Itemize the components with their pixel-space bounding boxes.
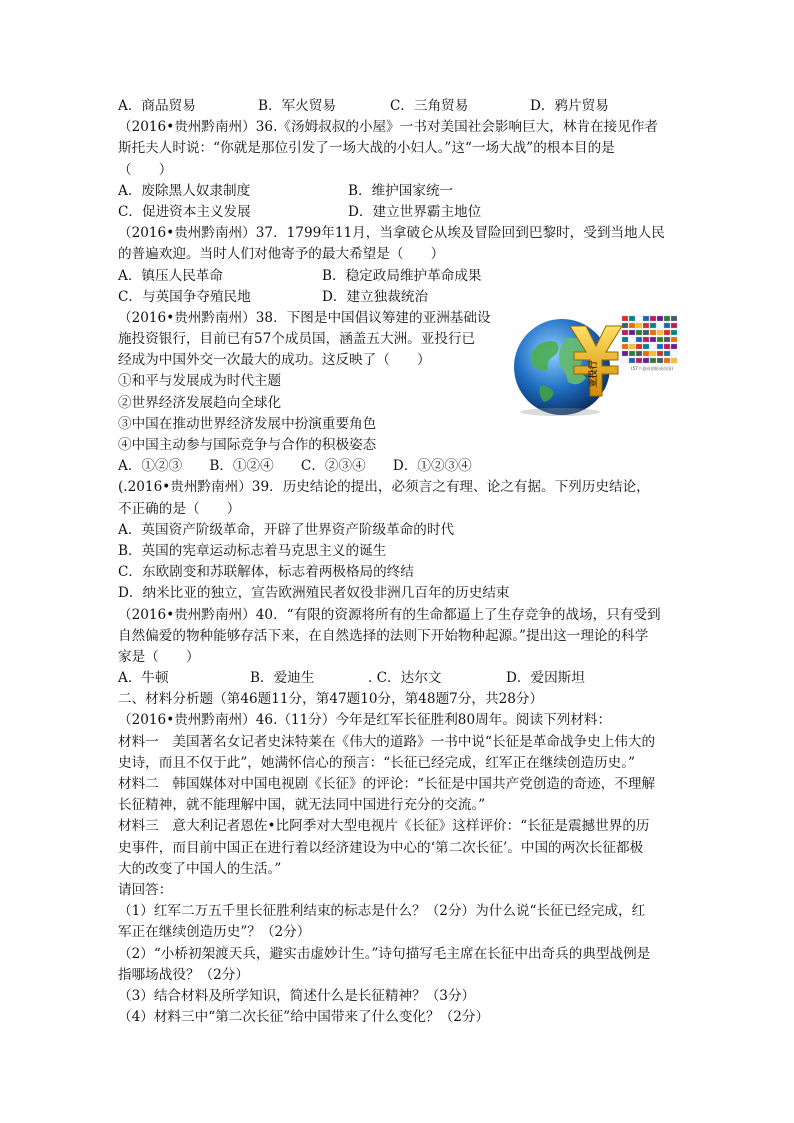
q37-option-a: A．镇压人民革命	[118, 267, 223, 284]
q35-option-c: C．三角贸易	[390, 98, 469, 114]
flag-tile	[650, 358, 656, 363]
q40-option-c: . C．达尔文	[368, 670, 442, 687]
flag-tile	[657, 344, 663, 349]
flag-tile	[629, 323, 635, 328]
q37-options-row-1	[118, 266, 678, 287]
flag-tile	[636, 344, 642, 349]
flag-tile	[636, 316, 642, 321]
q37-option-c: C．与英国争夺殖民地	[118, 288, 251, 305]
q35-option-d: D．鸦片贸易	[530, 98, 609, 114]
flag-tile	[622, 337, 628, 342]
q37-stem-1: （2016•贵州黔南州）37．1799年11月，当拿破仑从埃及冒险回到巴黎时，受到当地人民	[118, 225, 665, 242]
flag-tile	[671, 323, 677, 328]
q36-option-c: C．促进资本主义发展	[118, 203, 251, 220]
q39-stem-1: (.2016•贵州黔南州）39．历史结论的提出，必须言之有理、论之有据。下列历史结论，	[118, 479, 650, 496]
q39-stem-2: 不正确的是（ ）	[118, 500, 241, 517]
flag-tile	[622, 316, 628, 321]
q38-item-1: ①和平与发展成为时代主题	[118, 373, 282, 390]
flag-tile	[671, 351, 677, 356]
q38-stem-1: （2016•贵州黔南州）38．下图是中国倡议筹建的亚洲基础设	[118, 309, 491, 326]
q40-stem-3: 家是（ ）	[118, 648, 200, 665]
flag-tile	[657, 351, 663, 356]
q36-option-a: A．废除黑人奴隶制度	[118, 182, 251, 199]
material-2-line-2: 长征精神，就不能理解中国，就无法同中国进行充分的交流。”	[118, 797, 486, 814]
flag-tile	[671, 316, 677, 321]
q40-stem-2: 自然偏爱的物种能够存活下来，在自然选择的法则下开始物种起源。”提出这一理论的科学	[118, 627, 649, 644]
q39-option-a: A．英国资产阶级革命，开辟了世界资产阶级革命的时代	[118, 521, 455, 538]
flag-tile	[636, 323, 642, 328]
q35-option-a: A．商品贸易	[118, 98, 196, 114]
q39-option-b: B．英国的宪章运动标志着马克思主义的诞生	[118, 542, 387, 559]
q46-intro: （2016•贵州黔南州）46.（11分）今年是红军长征胜利80周年。阅读下列材料：	[118, 712, 612, 729]
flag-tile	[650, 316, 656, 321]
q35-option-b: B．军火贸易	[258, 98, 336, 114]
q37-stem-2: 的普遍欢迎。当时人们对他寄予的最大希望是（ ）	[118, 246, 445, 263]
material-3-line-1: 材料三 意大利记者恩佐•比阿季对大型电视片《长征》这样评价：“长征是震撼世界的历	[118, 818, 650, 835]
flag-tile	[636, 337, 642, 342]
q35-options	[118, 96, 678, 117]
material-2-line-1: 材料二 韩国媒体对中国电视剧《长征》的评论：“长征是中国共产党创造的奇迹，不理解	[118, 776, 656, 792]
q38-item-2: ②世界经济发展趋向全球化	[118, 394, 282, 411]
flag-tile	[664, 316, 670, 321]
flag-tile	[629, 337, 635, 342]
material-1-line-1: 材料一 美国著名女记者史沫特莱在《伟大的道路》一书中说“长征是革命战争史上伟大的	[118, 733, 656, 750]
material-1-line-2: 史诗，而且不仅于此”，她满怀信心的预言：“长征已经完成，红军正在继续创造历史。”	[118, 754, 636, 771]
flag-tile	[643, 344, 649, 349]
q37-option-d: D．建立独裁统治	[322, 288, 429, 305]
q38-item-3: ③中国在推动世界经济发展中扮演重要角色	[118, 415, 377, 432]
flag-tile	[622, 330, 628, 335]
answer-prompt: 请回答：	[118, 881, 173, 898]
flag-tile	[629, 358, 635, 363]
material-3-line-3: 大的改变了中国人的生活。”	[118, 860, 282, 877]
q37-options-row-2	[118, 287, 678, 308]
flag-tile	[629, 330, 635, 335]
flag-tile	[622, 344, 628, 349]
q40-options	[118, 668, 678, 689]
section-2-heading: 二、材料分析题（第46题11分，第47题10分，第48题7分，共28分）	[118, 691, 544, 708]
flag-tile	[622, 351, 628, 356]
sub-question-1-line-1: （1）红军二万五千里长征胜利结束的标志是什么？（2分）为什么说“长征已经完成，红	[118, 903, 646, 920]
flag-tile	[657, 323, 663, 328]
flag-tile	[671, 337, 677, 342]
sub-question-3: （3）结合材料及所学知识，简述什么是长征精神？（3分）	[118, 987, 476, 1004]
sub-question-2-line-2: 指哪场战役？（2分）	[118, 966, 249, 983]
flag-tile	[643, 330, 649, 335]
q40-option-a: A．牛顿	[118, 670, 169, 687]
flag-tile	[643, 358, 649, 363]
q36-option-b: B．维护国家统一	[348, 182, 454, 199]
flag-grid	[622, 316, 677, 363]
q36-stem-2: 斯托夫人时说：“你就是那位引发了一场大战的小妇人。”这“一场大战”的根本目的是	[118, 140, 615, 157]
aiib-illustration	[510, 312, 678, 418]
flag-tile	[650, 323, 656, 328]
aiib-badge-text: 亚投行	[589, 360, 599, 388]
flag-tile	[629, 351, 635, 356]
exam-page	[118, 96, 678, 1028]
flag-tile	[629, 316, 635, 321]
flag-tile	[664, 337, 670, 342]
flag-tile	[671, 330, 677, 335]
sub-question-4: （4）材料三中“第二次长征”给中国带来了什么变化？（2分）	[118, 1009, 490, 1026]
flag-tile	[643, 316, 649, 321]
flag-tile	[657, 337, 663, 342]
q36-options-row-1	[118, 181, 678, 202]
flag-tile	[671, 358, 677, 363]
q36-stem-1: （2016•贵州黔南州）36.《汤姆叔叔的小屋》一书对美国社会影响巨大，林肯在接见作者	[118, 119, 659, 136]
flag-tile	[657, 316, 663, 321]
q36-stem-3: （ ）	[118, 161, 173, 178]
flag-tile	[636, 358, 642, 363]
q38-stem-2: 施投资银行，目前已有57个成员国，涵盖五大洲。亚投行已	[118, 331, 476, 348]
sub-question-1-line-2: 军正在继续创造历史”？（2分）	[118, 924, 311, 941]
flag-tile	[664, 344, 670, 349]
flag-tile	[622, 358, 628, 363]
q38-item-4: ④中国主动参与国际竞争与合作的积极姿态	[118, 437, 377, 453]
material-3-line-2: 史事件，而目前中国正在进行着以经济建设为中心的‘第二次长征’。中国的两次长征都极	[118, 839, 644, 856]
q38-stem-3: 经成为中国外交一次最大的成功。这反映了（ ）	[118, 352, 431, 369]
q38-options: A．①②③ B．①②④ C．②③④ D．①②③④	[118, 458, 472, 475]
aiib-figure-svg	[510, 312, 678, 418]
flag-tile	[657, 330, 663, 335]
aiib-figure-caption: (57个意向创始成员国)	[630, 366, 674, 371]
flag-tile	[643, 337, 649, 342]
q39-option-d: D．纳米比亚的独立，宣告欧洲殖民者奴役非洲几百年的历史结束	[118, 585, 510, 602]
flag-tile	[622, 323, 628, 328]
flag-tile	[629, 344, 635, 349]
flag-tile	[664, 330, 670, 335]
q40-option-d: D．爱因斯坦	[506, 670, 585, 687]
q40-stem-1: （2016•贵州黔南州）40．“有限的资源将所有的生命都逼上了生存竞争的战场，只有受到	[118, 606, 661, 623]
flag-tile	[650, 351, 656, 356]
sub-question-2-line-1: （2）“小桥初架渡天兵，避实击虚妙计生。”诗句描写毛主席在长征中出奇兵的典型战例是	[118, 945, 651, 962]
flag-tile	[664, 351, 670, 356]
flag-tile	[643, 351, 649, 356]
flag-tile	[664, 358, 670, 363]
flag-tile	[671, 344, 677, 349]
q36-options-row-2	[118, 202, 678, 223]
flag-tile	[664, 323, 670, 328]
flag-tile	[636, 330, 642, 335]
q37-option-b: B．稳定政局维护革命成果	[322, 267, 482, 284]
flag-tile	[657, 358, 663, 363]
flag-tile	[636, 351, 642, 356]
flag-tile	[650, 337, 656, 342]
q36-option-d: D．建立世界霸主地位	[348, 203, 482, 220]
flag-tile	[650, 344, 656, 349]
q39-option-c: C．东欧剧变和苏联解体，标志着两极格局的终结	[118, 564, 414, 581]
flag-tile	[650, 330, 656, 335]
q40-option-b: B．爱迪生	[250, 670, 315, 687]
flag-tile	[643, 323, 649, 328]
